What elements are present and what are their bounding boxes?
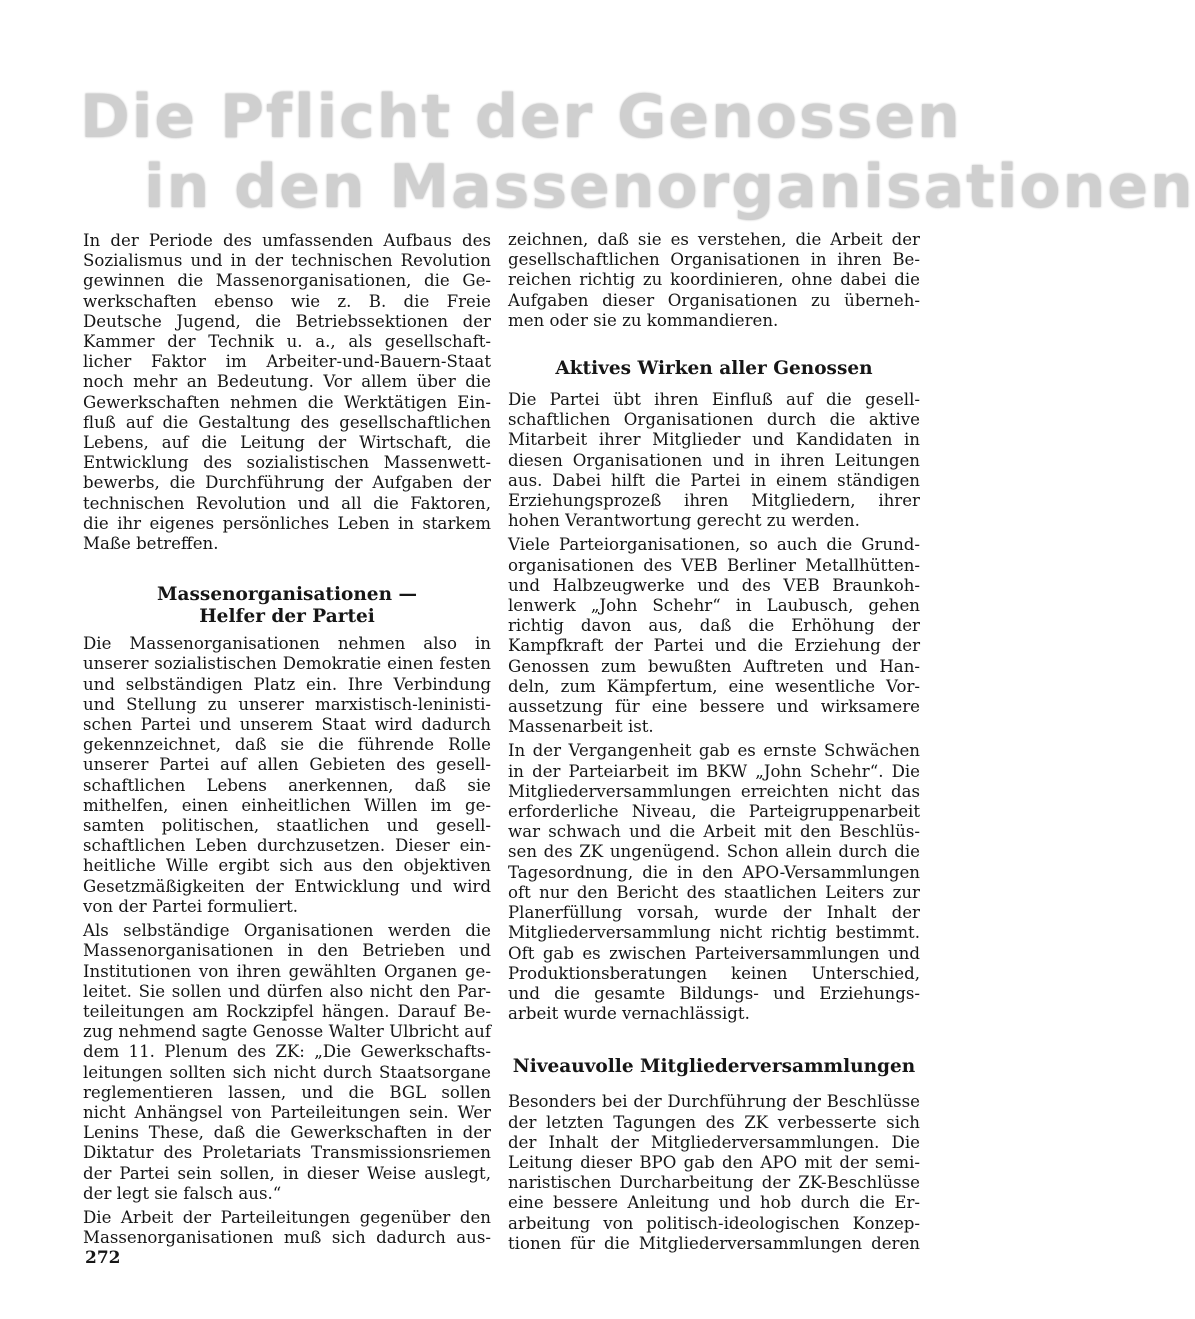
text-line: Gesetzmäßigkeiten der Entwicklung und wird (83, 876, 491, 896)
text-line: Aufgaben dieser Organisationen zu überneh- (508, 290, 920, 310)
text-line: noch mehr an Bedeutung. Vor allem über die (83, 372, 491, 392)
paragraph (508, 1092, 920, 1254)
text-line: sen des ZK ungenügend. Schon allein durch die (508, 842, 920, 862)
text-line: heitliche Wille ergibt sich aus den objektiven (83, 856, 491, 876)
text-line: Die Arbeit der Parteileitungen gegenüber den (83, 1207, 491, 1227)
page-number: 272 (85, 1248, 121, 1268)
title-line-1: Die Pflicht der Genossen (80, 82, 962, 152)
paragraph (83, 634, 491, 917)
section-heading-massenorganisationen: Massenorganisationen — Helfer der Partei (157, 584, 417, 628)
text-line: der Inhalt der Mitgliederversammlungen. Die (508, 1132, 920, 1152)
text-line: lenwerk „John Schehr“ in Laubusch, gehen (508, 596, 920, 616)
text-line: Mitarbeit ihrer Mitglieder und Kandidaten in (508, 430, 920, 450)
text-line: arbeitung von politisch-ideologischen Konzep- (508, 1213, 920, 1233)
right-column (508, 230, 920, 1258)
section-heading-aktives-wirken: Aktives Wirken aller Genossen (555, 358, 873, 380)
text-line: licher Faktor im Arbeiter-und-Bauern-Staat (83, 352, 491, 372)
text-line: werkschaften ebenso wie z. B. die Freie (83, 291, 491, 311)
left-column (83, 231, 491, 1252)
text-line: Lenins These, daß die Gewerkschaften in der (83, 1123, 491, 1143)
paragraph (83, 1208, 491, 1248)
text-line: Als selbständige Organisationen werden die (83, 921, 491, 941)
text-line: zug nehmend sagte Genosse Walter Ulbricht auf (83, 1022, 491, 1042)
text-line: Kampfkraft der Partei und die Erziehung der (508, 636, 920, 656)
text-line: Planerfüllung vorsah, wurde der Inhalt der (508, 903, 920, 923)
text-line: naristischen Durcharbeitung der ZK-Beschlüsse (508, 1173, 920, 1193)
text-line: fluß auf die Gestaltung des gesellschaftlichen (83, 412, 491, 432)
text-line: teileitungen am Rockzipfel hängen. Darauf Be- (83, 1001, 491, 1021)
text-line: Die Partei übt ihren Einfluß auf die gesell- (508, 390, 920, 410)
text-line: mithelfen, einen einheitlichen Willen im ge- (83, 795, 491, 815)
text-line: schaftlichen Leben durchzusetzen. Dieser ein- (83, 836, 491, 856)
text-line: und selbständigen Platz ein. Ihre Verbindung (83, 674, 491, 694)
text-line: deln, zum Kämpfertum, eine wesentliche Vor- (508, 676, 920, 696)
text-line: und Halbzeugwerke und des VEB Braunkoh- (508, 575, 920, 595)
paragraph (508, 741, 920, 1024)
paragraph (508, 535, 920, 737)
text-line: schaftlichen Lebens anerkennen, daß sie (83, 775, 491, 795)
paragraph (83, 921, 491, 1204)
text-line: erforderliche Niveau, die Parteigruppenarbeit (508, 802, 920, 822)
text-line: Oft gab es zwischen Parteiversammlungen und (508, 943, 920, 963)
text-line: bewerbs, die Durchführung der Aufgaben der (83, 473, 491, 493)
text-line: Mitgliederversammlungen erreichten nicht das (508, 781, 920, 801)
text-line: in der Parteiarbeit im BKW „John Schehr“. Die (508, 761, 920, 781)
text-line: dem 11. Plenum des ZK: „Die Gewerkschafts- (83, 1042, 491, 1062)
text-line: unserer Partei auf allen Gebieten des gesell- (83, 755, 491, 775)
text-line: schen Partei und unserem Staat wird dadurch (83, 715, 491, 735)
text-line: hohen Verantwortung gerecht zu werden. (508, 511, 860, 531)
text-line: In der Vergangenheit gab es ernste Schwächen (508, 741, 920, 761)
text-line: oft nur den Bericht des staatlichen Leiters zur (508, 882, 920, 902)
text-line: Tagesordnung, die in den APO-Versammlungen (508, 862, 920, 882)
text-line: und die gesamte Bildungs- und Erziehungs- (508, 983, 920, 1003)
text-line: leitet. Sie sollen und dürfen also nicht den Par- (83, 981, 491, 1001)
text-line: organisationen des VEB Berliner Metallhütten- (508, 555, 920, 575)
text-line: diesen Organisationen und in ihren Leitungen (508, 450, 920, 470)
text-line: und Stellung zu unserer marxistisch-leninisti- (83, 694, 491, 714)
text-line: Kammer der Technik u. a., als gesellschaft- (83, 332, 491, 352)
article-title (80, 82, 1195, 222)
text-line: men oder sie zu kommandieren. (508, 310, 779, 330)
text-line: Deutsche Jugend, die Betriebssektionen der (83, 311, 491, 331)
paragraph (508, 390, 920, 531)
text-line: samten politischen, staatlichen und gesell- (83, 816, 491, 836)
text-line: Gewerkschaften nehmen die Werktätigen Ein- (83, 392, 491, 412)
text-line: der Partei sein sollen, in dieser Weise auslegt, (83, 1163, 491, 1183)
text-line: gekennzeichnet, daß sie die führende Rolle (83, 735, 491, 755)
text-line: richtig davon aus, daß die Erhöhung der (508, 616, 920, 636)
text-line: Lebens, auf die Leitung der Wirtschaft, die (83, 433, 491, 453)
text-line: reichen richtig zu koordinieren, ohne dabei die (508, 270, 920, 290)
text-line: aussetzung für eine bessere und wirksamere (508, 697, 920, 717)
title-line-2: in den Massenorganisationen (144, 152, 1195, 222)
text-line: der legt sie falsch aus.“ (83, 1183, 282, 1203)
text-line: Die Massenorganisationen nehmen also in (83, 634, 491, 654)
text-line: Massenorganisationen muß sich dadurch aus- (83, 1228, 491, 1248)
text-line: war schwach und die Arbeit mit den Beschlüs- (508, 822, 920, 842)
text-line: Entwicklung des sozialistischen Massenwett- (83, 453, 491, 473)
text-line: Genossen zum bewußten Auftreten und Han- (508, 656, 920, 676)
text-line: tionen für die Mitgliederversammlungen deren (508, 1233, 920, 1253)
text-line: technischen Revolution und all die Faktoren, (83, 493, 491, 513)
text-line: der letzten Tagungen des ZK verbesserte sich (508, 1112, 920, 1132)
text-line: reglementieren lassen, und die BGL sollen (83, 1082, 491, 1102)
text-line: Mitgliederversammlung nicht richtig bestimmt. (508, 923, 920, 943)
text-line: unserer sozialistischen Demokratie einen festen (83, 654, 491, 674)
text-line: Erziehungsprozeß ihren Mitgliedern, ihrer (508, 491, 920, 511)
text-line: Institutionen von ihren gewählten Organen ge- (83, 961, 491, 981)
text-line: Leitung dieser BPO gab den APO mit der semi- (508, 1152, 920, 1172)
text-line: gewinnen die Massenorganisationen, die Ge- (83, 271, 491, 291)
text-line: arbeit wurde vernachlässigt. (508, 1004, 750, 1024)
text-line: leitungen sollten sich nicht durch Staatsorgane (83, 1062, 491, 1082)
text-line: Sozialismus und in der technischen Revolution (83, 251, 491, 271)
text-line: Produktionsberatungen keinen Unterschied, (508, 963, 920, 983)
intro-paragraph (83, 231, 491, 554)
section-heading-niveauvolle: Niveauvolle Mitgliederversammlungen (512, 1056, 916, 1078)
text-line: von der Partei formuliert. (83, 896, 299, 916)
text-line: Diktatur des Proletariats Transmissionsriemen (83, 1143, 491, 1163)
text-line: schaftlichen Organisationen durch die aktive (508, 410, 920, 430)
text-line: aus. Dabei hilft die Partei in einem ständigen (508, 470, 920, 490)
text-line: nicht Anhängsel von Parteileitungen sein. Wer (83, 1102, 491, 1122)
text-line: Maße betreffen. (83, 534, 219, 554)
text-line: Viele Parteiorganisationen, so auch die Grund- (508, 535, 920, 555)
text-line: die ihr eigenes persönliches Leben in starkem (83, 513, 491, 533)
text-line: eine bessere Anleitung und hob durch die Er- (508, 1193, 920, 1213)
text-line: zeichnen, daß sie es verstehen, die Arbeit der (508, 230, 920, 249)
text-line: gesellschaftlichen Organisationen in ihren Be- (508, 250, 920, 270)
text-line: Besonders bei der Durchführung der Beschlüsse (508, 1092, 920, 1112)
text-line: Massenarbeit ist. (508, 717, 654, 737)
continued-paragraph (508, 230, 920, 331)
text-line: Massenorganisationen in den Betrieben und (83, 941, 491, 961)
text-line: In der Periode des umfassenden Aufbaus des (83, 231, 491, 250)
